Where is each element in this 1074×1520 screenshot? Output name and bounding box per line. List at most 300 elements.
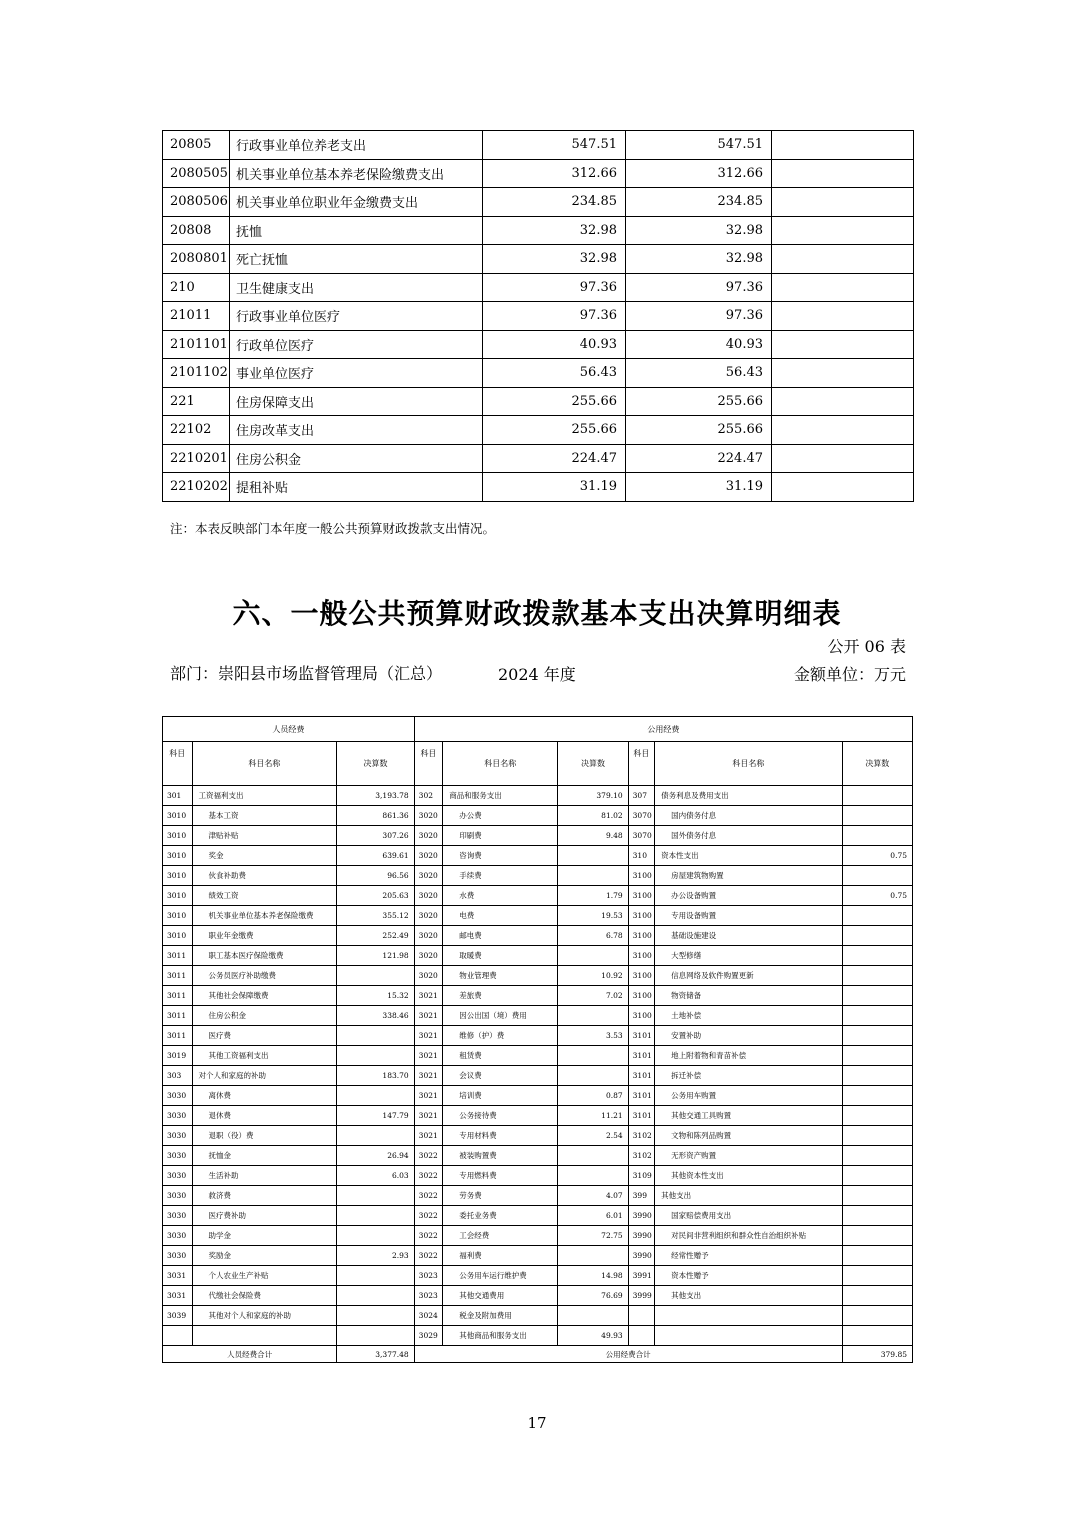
subject-name: 公务员医疗补助缴费 xyxy=(192,966,337,986)
amount xyxy=(842,926,912,946)
basic-amount: 32.98 xyxy=(626,216,772,245)
amount xyxy=(842,1066,912,1086)
subject-name: 抚恤金 xyxy=(192,1146,337,1166)
subject-name: 税金及附加费用 xyxy=(443,1306,558,1326)
basic-amount: 312.66 xyxy=(626,159,772,188)
subject-code: 3030 xyxy=(163,1206,193,1226)
amount: 3.53 xyxy=(558,1026,628,1046)
subject-name: 劳务费 xyxy=(443,1186,558,1206)
subject-name: 抚恤 xyxy=(230,216,483,245)
subject-code: 3021 xyxy=(414,1026,443,1046)
amount xyxy=(842,906,912,926)
detail-table-body xyxy=(163,786,913,1346)
subject-code: 21011 xyxy=(163,302,230,331)
table-row xyxy=(163,1046,913,1066)
amount: 19.53 xyxy=(558,906,628,926)
total-public-label: 公用经费合计 xyxy=(414,1346,842,1363)
subject-name: 行政事业单位医疗 xyxy=(230,302,483,331)
subject-name: 大型修缮 xyxy=(655,946,843,966)
subject-code: 3021 xyxy=(414,986,443,1006)
amount xyxy=(337,1046,414,1066)
basic-amount: 255.66 xyxy=(626,416,772,445)
amount: 338.46 xyxy=(337,1006,414,1026)
subject-code: 3101 xyxy=(628,1046,654,1066)
subject-code: 3031 xyxy=(163,1266,193,1286)
basic-amount: 255.66 xyxy=(626,387,772,416)
subject-code: 3039 xyxy=(163,1306,193,1326)
subject-name: 国内债务付息 xyxy=(655,806,843,826)
amount xyxy=(842,1206,912,1226)
subject-code: 2080801 xyxy=(163,245,230,274)
table-row xyxy=(163,1126,913,1146)
subject-name: 医疗费补助 xyxy=(192,1206,337,1226)
table-row xyxy=(163,1006,913,1026)
subject-code: 3020 xyxy=(414,826,443,846)
amount-unit: 金额单位：万元 xyxy=(793,665,906,684)
amount xyxy=(558,1046,628,1066)
basic-amount: 224.47 xyxy=(626,444,772,473)
total-public-amount: 379.85 xyxy=(842,1346,912,1363)
group-header-public: 公用经费 xyxy=(414,717,912,742)
subject-code: 3011 xyxy=(163,966,193,986)
amount xyxy=(842,1166,912,1186)
basic-amount: 97.36 xyxy=(626,302,772,331)
subject-name: 取暖费 xyxy=(443,946,558,966)
subject-name: 邮电费 xyxy=(443,926,558,946)
amount: 9.48 xyxy=(558,826,628,846)
subject-code: 3990 xyxy=(628,1246,654,1266)
amount xyxy=(842,1286,912,1306)
amount xyxy=(558,1066,628,1086)
subject-code: 3101 xyxy=(628,1026,654,1046)
amount: 10.92 xyxy=(558,966,628,986)
subject-name: 伙食补助费 xyxy=(192,866,337,886)
subject-name: 专用材料费 xyxy=(443,1126,558,1146)
subject-name: 其他工资福利支出 xyxy=(192,1046,337,1066)
subject-name: 委托业务费 xyxy=(443,1206,558,1226)
amount xyxy=(842,966,912,986)
subject-code: 3021 xyxy=(414,1086,443,1106)
subject-name: 电费 xyxy=(443,906,558,926)
amount: 861.36 xyxy=(337,806,414,826)
subject-name: 奖金 xyxy=(192,846,337,866)
amount xyxy=(842,946,912,966)
amount xyxy=(842,1106,912,1126)
amount xyxy=(337,966,414,986)
subject-code: 399 xyxy=(628,1186,654,1206)
project-amount xyxy=(772,245,914,274)
project-amount xyxy=(772,131,914,160)
subject-name: 债务利息及费用支出 xyxy=(655,786,843,806)
subject-name: 资本性赠予 xyxy=(655,1266,843,1286)
project-amount xyxy=(772,387,914,416)
total-amount: 97.36 xyxy=(483,273,626,302)
subject-name: 代缴社会保险费 xyxy=(192,1286,337,1306)
amount: 639.61 xyxy=(337,846,414,866)
subject-name: 经常性赠予 xyxy=(655,1246,843,1266)
subject-code: 3022 xyxy=(414,1246,443,1266)
subject-name: 住房公积金 xyxy=(230,444,483,473)
subject-code: 3070 xyxy=(628,806,654,826)
subject-name: 公务用车购置 xyxy=(655,1086,843,1106)
subject-name: 津贴补贴 xyxy=(192,826,337,846)
subject-code: 2101101 xyxy=(163,330,230,359)
subject-name: 办公设备购置 xyxy=(655,886,843,906)
subject-name: 职业年金缴费 xyxy=(192,926,337,946)
subject-code: 3020 xyxy=(414,886,443,906)
subject-name: 租赁费 xyxy=(443,1046,558,1066)
subject-code xyxy=(163,1326,193,1346)
table-row xyxy=(163,1166,913,1186)
column-header-name: 科目名称 xyxy=(655,742,843,786)
amount xyxy=(842,1046,912,1066)
subject-code: 3109 xyxy=(628,1166,654,1186)
amount: 0.87 xyxy=(558,1086,628,1106)
amount: 2.93 xyxy=(337,1246,414,1266)
total-amount: 97.36 xyxy=(483,302,626,331)
column-header-amount: 决算数 xyxy=(558,742,628,786)
subject-code: 3022 xyxy=(414,1186,443,1206)
total-amount: 31.19 xyxy=(483,473,626,502)
subject-code: 3011 xyxy=(163,1026,193,1046)
subject-name: 国外债务付息 xyxy=(655,826,843,846)
amount xyxy=(337,1126,414,1146)
basic-amount: 31.19 xyxy=(626,473,772,502)
subject-code: 3020 xyxy=(414,946,443,966)
amount xyxy=(337,1226,414,1246)
subject-code: 3030 xyxy=(163,1246,193,1266)
amount xyxy=(842,1026,912,1046)
amount: 355.12 xyxy=(337,906,414,926)
subject-code: 3030 xyxy=(163,1106,193,1126)
amount: 147.79 xyxy=(337,1106,414,1126)
amount: 183.70 xyxy=(337,1066,414,1086)
column-header-name: 科目名称 xyxy=(443,742,558,786)
amount xyxy=(842,1126,912,1146)
amount: 26.94 xyxy=(337,1146,414,1166)
subject-name: 基本工资 xyxy=(192,806,337,826)
amount: 72.75 xyxy=(558,1226,628,1246)
table-row xyxy=(163,359,914,388)
subject-code: 3020 xyxy=(414,906,443,926)
subject-code: 2101102 xyxy=(163,359,230,388)
table-row xyxy=(163,946,913,966)
column-header-name: 科目名称 xyxy=(192,742,337,786)
subject-code: 3023 xyxy=(414,1286,443,1306)
subject-name: 资本性支出 xyxy=(655,846,843,866)
total-amount: 40.93 xyxy=(483,330,626,359)
subject-name: 印刷费 xyxy=(443,826,558,846)
form-number: 公开 06 表 xyxy=(827,637,906,656)
subject-code: 3030 xyxy=(163,1186,193,1206)
amount xyxy=(558,1306,628,1326)
subject-name: 其他支出 xyxy=(655,1186,843,1206)
amount xyxy=(558,1006,628,1026)
subject-name: 机关事业单位职业年金缴费支出 xyxy=(230,188,483,217)
table-row xyxy=(163,1146,913,1166)
subject-code: 3010 xyxy=(163,846,193,866)
subject-code: 3100 xyxy=(628,886,654,906)
column-header-amount: 决算数 xyxy=(337,742,414,786)
subject-code xyxy=(628,1306,654,1326)
basic-amount: 40.93 xyxy=(626,330,772,359)
subject-code: 3011 xyxy=(163,946,193,966)
table-row xyxy=(163,1246,913,1266)
expenditure-table xyxy=(162,130,914,502)
subject-name xyxy=(655,1306,843,1326)
subject-code: 3021 xyxy=(414,1106,443,1126)
subject-name: 其他资本性支出 xyxy=(655,1166,843,1186)
subject-code: 3021 xyxy=(414,1066,443,1086)
subject-name: 工资福利支出 xyxy=(192,786,337,806)
amount xyxy=(842,826,912,846)
basic-amount: 97.36 xyxy=(626,273,772,302)
subject-code: 3991 xyxy=(628,1266,654,1286)
subject-name xyxy=(192,1326,337,1346)
basic-amount: 234.85 xyxy=(626,188,772,217)
amount: 307.26 xyxy=(337,826,414,846)
subject-code xyxy=(628,1326,654,1346)
amount: 96.56 xyxy=(337,866,414,886)
subject-name: 提租补贴 xyxy=(230,473,483,502)
subject-code: 3010 xyxy=(163,806,193,826)
subject-name: 机关事业单位基本养老保险缴费 xyxy=(192,906,337,926)
amount: 252.49 xyxy=(337,926,414,946)
amount xyxy=(842,1326,912,1346)
subject-code: 3020 xyxy=(414,866,443,886)
subject-code: 3029 xyxy=(414,1326,443,1346)
subject-name: 职工基本医疗保险缴费 xyxy=(192,946,337,966)
subject-code: 3020 xyxy=(414,806,443,826)
subject-name: 会议费 xyxy=(443,1066,558,1086)
subject-name: 生活补助 xyxy=(192,1166,337,1186)
subject-code: 3101 xyxy=(628,1066,654,1086)
subject-name: 离休费 xyxy=(192,1086,337,1106)
table-row xyxy=(163,806,913,826)
subject-code: 3101 xyxy=(628,1086,654,1106)
amount xyxy=(842,1306,912,1326)
subject-code: 3011 xyxy=(163,986,193,1006)
subject-name: 住房改革支出 xyxy=(230,416,483,445)
expenditure-table-body xyxy=(163,131,914,502)
subject-name: 国家赔偿费用支出 xyxy=(655,1206,843,1226)
project-amount xyxy=(772,330,914,359)
subject-code: 3010 xyxy=(163,926,193,946)
subject-name: 无形资产购置 xyxy=(655,1146,843,1166)
amount xyxy=(842,986,912,1006)
subject-code: 3010 xyxy=(163,886,193,906)
subject-code: 3030 xyxy=(163,1166,193,1186)
amount xyxy=(842,1146,912,1166)
amount: 0.75 xyxy=(842,886,912,906)
total-amount: 32.98 xyxy=(483,216,626,245)
amount: 379.10 xyxy=(558,786,628,806)
subject-name: 土地补偿 xyxy=(655,1006,843,1026)
page-title: 六、一般公共预算财政拨款基本支出决算明细表 xyxy=(232,597,842,630)
amount: 11.21 xyxy=(558,1106,628,1126)
subject-name: 拆迁补偿 xyxy=(655,1066,843,1086)
amount xyxy=(842,1226,912,1246)
table-row xyxy=(163,886,913,906)
table-row xyxy=(163,1326,913,1346)
table-row xyxy=(163,906,913,926)
table-row xyxy=(163,216,914,245)
subject-code: 221 xyxy=(163,387,230,416)
table-row xyxy=(163,986,913,1006)
amount xyxy=(842,786,912,806)
subject-code: 2210201 xyxy=(163,444,230,473)
project-amount xyxy=(772,188,914,217)
subject-name: 基础设施建设 xyxy=(655,926,843,946)
subject-code: 3030 xyxy=(163,1086,193,1106)
table-row xyxy=(163,846,913,866)
subject-name: 行政事业单位养老支出 xyxy=(230,131,483,160)
subject-code: 302 xyxy=(414,786,443,806)
subject-name: 住房公积金 xyxy=(192,1006,337,1026)
amount xyxy=(842,1086,912,1106)
subject-code: 3100 xyxy=(628,866,654,886)
total-amount: 255.66 xyxy=(483,416,626,445)
project-amount xyxy=(772,159,914,188)
table-row xyxy=(163,966,913,986)
subject-code: 3024 xyxy=(414,1306,443,1326)
subject-name: 维修（护）费 xyxy=(443,1026,558,1046)
subject-name: 福利费 xyxy=(443,1246,558,1266)
subject-code: 3010 xyxy=(163,906,193,926)
amount xyxy=(558,866,628,886)
subject-code: 20808 xyxy=(163,216,230,245)
subject-name: 物资储备 xyxy=(655,986,843,1006)
table-row xyxy=(163,273,914,302)
subject-code: 303 xyxy=(163,1066,193,1086)
subject-code: 3020 xyxy=(414,926,443,946)
amount xyxy=(337,1086,414,1106)
subject-code: 3021 xyxy=(414,1126,443,1146)
table-row xyxy=(163,1186,913,1206)
amount: 4.07 xyxy=(558,1186,628,1206)
table-row xyxy=(163,444,914,473)
subject-code: 2080506 xyxy=(163,188,230,217)
subject-name: 咨询费 xyxy=(443,846,558,866)
subject-code: 3999 xyxy=(628,1286,654,1306)
subject-name: 住房保障支出 xyxy=(230,387,483,416)
subject-name: 助学金 xyxy=(192,1226,337,1246)
subject-name: 公务接待费 xyxy=(443,1106,558,1126)
amount: 121.98 xyxy=(337,946,414,966)
amount: 7.02 xyxy=(558,986,628,1006)
project-amount xyxy=(772,473,914,502)
subject-code: 3010 xyxy=(163,866,193,886)
subject-name: 个人农业生产补贴 xyxy=(192,1266,337,1286)
amount: 6.01 xyxy=(558,1206,628,1226)
subject-name: 文物和陈列品购置 xyxy=(655,1126,843,1146)
project-amount xyxy=(772,273,914,302)
basic-amount: 32.98 xyxy=(626,245,772,274)
subject-name: 其他支出 xyxy=(655,1286,843,1306)
subject-code: 3100 xyxy=(628,1006,654,1026)
subject-name: 专用设备购置 xyxy=(655,906,843,926)
amount: 76.69 xyxy=(558,1286,628,1306)
table-row xyxy=(163,416,914,445)
total-amount: 547.51 xyxy=(483,131,626,160)
table-row xyxy=(163,245,914,274)
amount: 49.93 xyxy=(558,1326,628,1346)
subject-name: 其他交通工具购置 xyxy=(655,1106,843,1126)
amount: 205.63 xyxy=(337,886,414,906)
subject-name: 地上附着物和青苗补偿 xyxy=(655,1046,843,1066)
basic-amount: 56.43 xyxy=(626,359,772,388)
subject-code: 3102 xyxy=(628,1146,654,1166)
subject-name: 安置补助 xyxy=(655,1026,843,1046)
subject-code: 3031 xyxy=(163,1286,193,1306)
table-row xyxy=(163,473,914,502)
subject-code: 307 xyxy=(628,786,654,806)
amount: 6.78 xyxy=(558,926,628,946)
subject-name: 其他社会保障缴费 xyxy=(192,986,337,1006)
table-row xyxy=(163,1266,913,1286)
subject-code: 301 xyxy=(163,786,193,806)
subject-name: 机关事业单位基本养老保险缴费支出 xyxy=(230,159,483,188)
column-header-amount: 决算数 xyxy=(842,742,912,786)
column-header-code: 科目 xyxy=(628,742,654,786)
amount: 15.32 xyxy=(337,986,414,1006)
amount xyxy=(337,1306,414,1326)
table-row xyxy=(163,866,913,886)
amount xyxy=(337,1186,414,1206)
subject-name: 培训费 xyxy=(443,1086,558,1106)
column-header-code: 科目 xyxy=(414,742,443,786)
subject-code: 3019 xyxy=(163,1046,193,1066)
subject-name: 其他对个人和家庭的补助 xyxy=(192,1306,337,1326)
amount xyxy=(558,1246,628,1266)
table-row xyxy=(163,1306,913,1326)
total-amount: 56.43 xyxy=(483,359,626,388)
subject-code: 22102 xyxy=(163,416,230,445)
subject-code: 3102 xyxy=(628,1126,654,1146)
total-amount: 234.85 xyxy=(483,188,626,217)
subject-code: 3100 xyxy=(628,966,654,986)
amount: 1.79 xyxy=(558,886,628,906)
subject-code: 3100 xyxy=(628,906,654,926)
subject-name: 专用燃料费 xyxy=(443,1166,558,1186)
subject-code: 3030 xyxy=(163,1126,193,1146)
subject-name: 手续费 xyxy=(443,866,558,886)
table-note: 注：本表反映部门本年度一般公共预算财政拨款支出情况。 xyxy=(170,521,496,536)
amount: 81.02 xyxy=(558,806,628,826)
table-row xyxy=(163,786,913,806)
subject-code: 3100 xyxy=(628,986,654,1006)
column-header-code: 科目 xyxy=(163,742,193,786)
table-row xyxy=(163,1226,913,1246)
subject-name: 办公费 xyxy=(443,806,558,826)
subject-name: 卫生健康支出 xyxy=(230,273,483,302)
amount xyxy=(558,846,628,866)
fiscal-year: 2024 年度 xyxy=(498,665,576,684)
table-row xyxy=(163,131,914,160)
subject-name: 公务用车运行维护费 xyxy=(443,1266,558,1286)
subject-code: 3990 xyxy=(628,1226,654,1246)
subject-name: 被装购置费 xyxy=(443,1146,558,1166)
subject-code: 2080505 xyxy=(163,159,230,188)
amount xyxy=(842,866,912,886)
amount xyxy=(842,1246,912,1266)
table-row xyxy=(163,1026,913,1046)
amount xyxy=(842,806,912,826)
table-row xyxy=(163,302,914,331)
subject-code: 310 xyxy=(628,846,654,866)
subject-code: 3100 xyxy=(628,946,654,966)
subject-code: 3020 xyxy=(414,846,443,866)
